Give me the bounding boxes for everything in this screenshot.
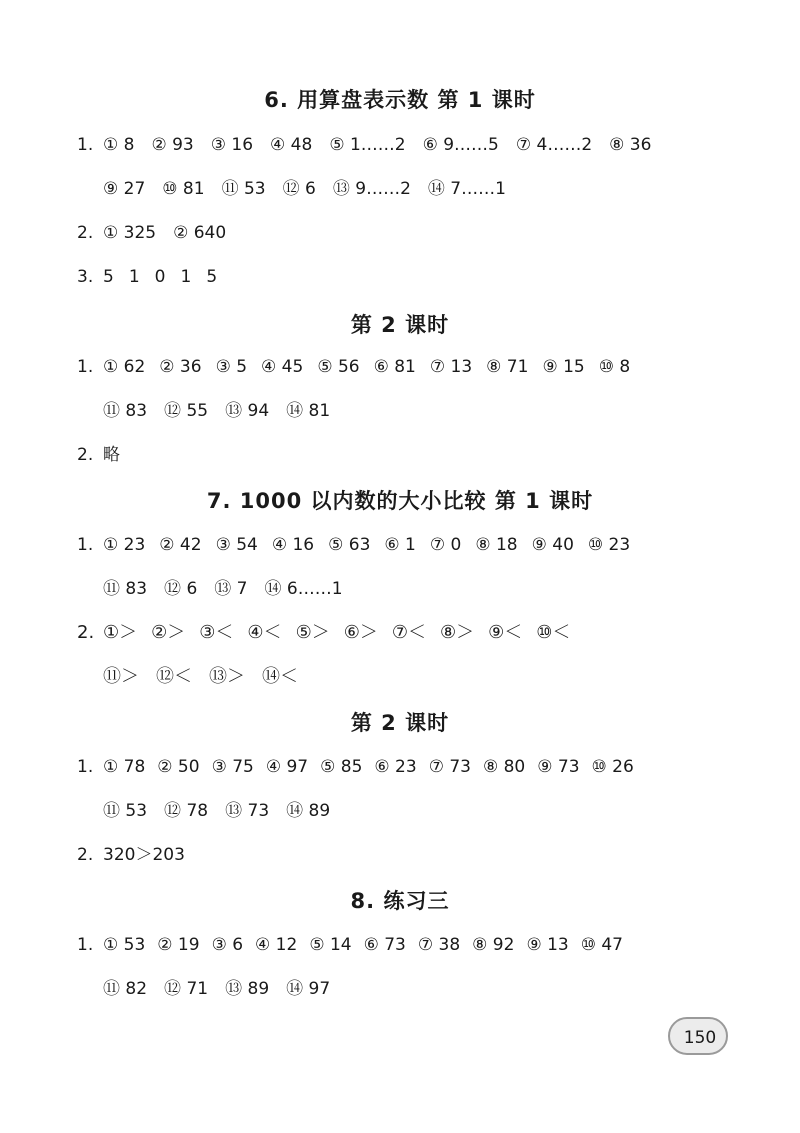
- s7-q1-row2: [103, 576, 343, 602]
- answer-item: ⑩ 81: [162, 179, 205, 199]
- answer-item: ⑩＜: [536, 622, 571, 643]
- s6-q2: [77, 220, 226, 246]
- answer-item: ④ 97: [265, 757, 309, 777]
- answer-item: ⑦ 13: [429, 357, 473, 377]
- answer-item: ⑪ 53: [221, 179, 266, 199]
- answer-item: ⑤ 1……2: [329, 135, 406, 155]
- answer-item: ⑭ 97: [286, 979, 331, 999]
- answer-item: ④ 16: [271, 535, 315, 555]
- question-number: 2.: [77, 445, 94, 465]
- answer-item: ⑦ 4……2: [515, 135, 593, 155]
- answer-item: ⑧ 80: [482, 757, 526, 777]
- answer-item: ②＞: [151, 622, 186, 643]
- answer-item: ④ 12: [255, 935, 298, 955]
- answer-item: ⑤ 14: [309, 935, 352, 955]
- answer-item: ① 23: [103, 535, 146, 555]
- s8-q1-row2: [103, 976, 330, 1002]
- answer-item: ② 42: [159, 535, 202, 555]
- answer-item: ⑨ 13: [526, 935, 569, 955]
- question-number: 1.: [77, 757, 94, 777]
- answer-item: ⑪ 83: [103, 401, 148, 421]
- answer-item: ⑬＞: [209, 666, 245, 687]
- answer-item: ⑤＞: [295, 622, 330, 643]
- answer-item: 1: [180, 267, 192, 287]
- question-number: 3.: [77, 267, 94, 287]
- answer-item: ② 640: [173, 223, 227, 243]
- answer-item: ⑥ 73: [363, 935, 406, 955]
- answer-item: ⑬ 7: [214, 579, 248, 599]
- question-number: 2.: [77, 223, 94, 243]
- answer-item: ① 62: [103, 357, 146, 377]
- answer-item: ⑭ 6……1: [264, 579, 343, 599]
- answer-item: ⑦ 0: [429, 535, 462, 555]
- answer-item: ⑩ 47: [580, 935, 623, 955]
- answer-item: ③ 54: [215, 535, 258, 555]
- answer-item: ⑩ 26: [591, 757, 634, 777]
- answer-item: ⑭ 7……1: [427, 179, 506, 199]
- answer-item: ⑧ 18: [475, 535, 518, 555]
- s6-q3: [77, 264, 217, 290]
- answer-item: ⑫ 6: [282, 179, 316, 199]
- s8-q1-row1: [77, 932, 623, 958]
- answer-item: 0: [154, 267, 166, 287]
- answer-item: ⑨ 40: [531, 535, 574, 555]
- answer-item: ② 50: [157, 757, 200, 777]
- page-number-badge: [668, 1017, 728, 1055]
- s7-q2-row1: [77, 620, 570, 646]
- answer-item: ⑧ 92: [472, 935, 515, 955]
- answer-item: ⑭ 89: [286, 801, 331, 821]
- question-number: 2.: [77, 622, 95, 643]
- answer-item: ⑫ 6: [164, 579, 198, 599]
- answer-item: ⑥ 1: [384, 535, 416, 555]
- page-number: 150: [683, 1028, 717, 1048]
- answer-item: ② 36: [159, 357, 202, 377]
- answer-item: ⑤ 56: [317, 357, 360, 377]
- answer-item: ⑥ 9……5: [422, 135, 499, 155]
- answer-item: ① 53: [103, 935, 146, 955]
- s6-q1-row2: [103, 176, 506, 202]
- answer-item: ⑧＞: [439, 622, 475, 643]
- answer-item: ② 19: [157, 935, 200, 955]
- answer-item: ⑬ 89: [225, 979, 270, 999]
- answer-item: ⑦＜: [391, 622, 426, 643]
- answer-item: ⑫ 55: [164, 401, 209, 421]
- answer-item: ⑫ 78: [164, 801, 209, 821]
- s7-q1-row1: [77, 532, 630, 558]
- answer-item: ⑧ 36: [609, 135, 652, 155]
- question-number: 1.: [77, 357, 94, 377]
- s6-l2-q2: [77, 442, 120, 468]
- answer-item: ① 78: [103, 757, 146, 777]
- answer-item: ③ 5: [215, 357, 248, 377]
- answer-item: ⑪＞: [103, 666, 139, 687]
- s7-l2-q1-row1: [77, 754, 634, 780]
- answer-item: ⑬ 94: [225, 401, 270, 421]
- question-number: 1.: [77, 135, 94, 155]
- answer-item: ③ 16: [210, 135, 254, 155]
- answer-item: ⑥ 23: [374, 757, 417, 777]
- answer-item: ① 8: [103, 135, 135, 155]
- answer-item: ② 93: [151, 135, 194, 155]
- answer-item: ⑪ 82: [103, 979, 148, 999]
- section-6-title: 6. 用算盘表示数 第 1 课时: [264, 88, 536, 112]
- answer-item: ⑭＜: [262, 666, 298, 687]
- s6-l2-q1-row1: [77, 354, 630, 380]
- answer-item: ⑦ 73: [428, 757, 471, 777]
- answer-item: ④ 48: [270, 135, 313, 155]
- answer-item: ⑦ 38: [417, 935, 461, 955]
- s7-lesson2-title: 第 2 课时: [350, 711, 450, 735]
- answer-item: ⑫ 71: [164, 979, 209, 999]
- answer-item: ⑥ 81: [373, 357, 416, 377]
- answer-item: ③ 75: [211, 757, 254, 777]
- answer-item: ⑬ 73: [225, 801, 270, 821]
- answer-item: ⑨ 27: [103, 179, 146, 199]
- s6-q1-row1: [77, 132, 651, 158]
- s6-lesson2-title: 第 2 课时: [350, 313, 450, 337]
- answer-item: ④＜: [247, 622, 282, 643]
- answer-item: ①＞: [103, 622, 138, 643]
- answer-item: ⑧ 71: [486, 357, 529, 377]
- answer-text: 略: [103, 445, 120, 465]
- answer-item: ⑥＞: [343, 622, 378, 643]
- answer-item: ① 325: [103, 223, 157, 243]
- answer-item: ④ 45: [261, 357, 304, 377]
- answer-item: ⑪ 83: [103, 579, 148, 599]
- answer-item: 1: [128, 267, 140, 287]
- question-number: 1.: [77, 935, 94, 955]
- question-number: 1.: [77, 535, 94, 555]
- question-number: 2.: [77, 845, 94, 865]
- answer-item: ⑤ 85: [320, 757, 363, 777]
- answer-item: ③＜: [199, 622, 234, 643]
- section-8-title: 8. 练习三: [350, 889, 450, 913]
- section-7-title: 7. 1000 以内数的大小比较 第 1 课时: [206, 489, 594, 513]
- answer-item: ③ 6: [211, 935, 244, 955]
- answer-item: ⑤ 63: [328, 535, 371, 555]
- answer-item: ⑨＜: [488, 622, 523, 643]
- answer-item: ⑪ 53: [103, 801, 148, 821]
- s6-l2-q1-row2: [103, 398, 330, 424]
- answer-item: ⑭ 81: [286, 401, 331, 421]
- answer-item: ⑨ 15: [542, 357, 585, 377]
- s7-l2-q2: [77, 842, 185, 868]
- answer-item: ⑩ 8: [598, 357, 631, 377]
- answer-item: 5: [103, 267, 114, 287]
- s7-l2-q1-row2: [103, 798, 330, 824]
- answer-text: 320＞203: [103, 845, 185, 865]
- answer-item: ⑬ 9……2: [332, 179, 411, 199]
- s7-q2-row2: [103, 664, 298, 690]
- answer-item: ⑨ 73: [537, 757, 580, 777]
- answer-item: ⑫＜: [156, 666, 192, 687]
- answer-item: ⑩ 23: [587, 535, 631, 555]
- answer-item: 5: [206, 267, 218, 287]
